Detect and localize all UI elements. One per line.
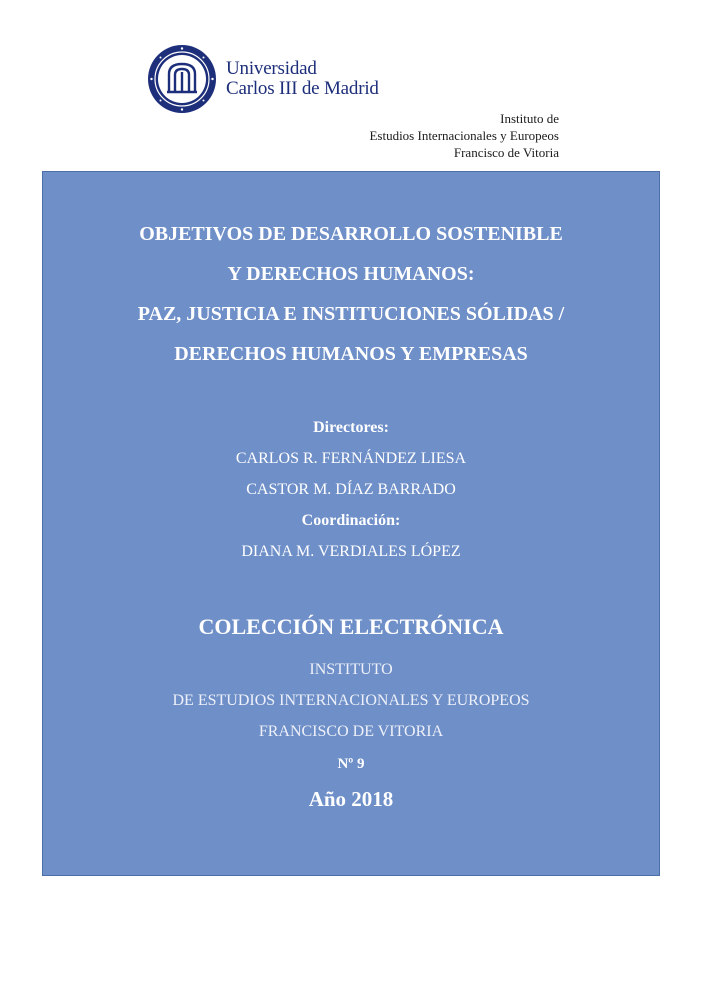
title-line: OBJETIVOS DE DESARROLLO SOSTENIBLE [139,223,563,245]
university-seal-icon [147,44,217,114]
coordination-label: Coordinación: [301,512,401,529]
cover-panel [42,171,660,876]
title-line: Y DERECHOS HUMANOS: [227,263,475,285]
university-logo [147,44,379,114]
collection-title: COLECCIÓN ELECTRÓNICA [198,614,504,639]
university-name-line2: Carlos III de Madrid [226,78,379,99]
coordinator-name: DIANA M. VERDIALES LÓPEZ [241,543,461,560]
directors-label: Directores: [313,419,389,436]
publication-year: Año 2018 [308,787,394,811]
institute-line: INSTITUTO [309,661,393,678]
title-line: DERECHOS HUMANOS Y EMPRESAS [174,343,528,365]
credits [43,412,659,567]
institute-line: DE ESTUDIOS INTERNACIONALES Y EUROPEOS [172,692,530,709]
collection-number: Nº 9 [337,756,365,772]
institute-line2: Estudios Internacionales y Europeos [369,128,559,143]
institute-line1: Instituto de [500,111,559,126]
director-name: CASTOR M. DÍAZ BARRADO [246,481,456,498]
director-name: CARLOS R. FERNÁNDEZ LIESA [235,450,467,467]
institute-line: FRANCISCO DE VITORIA [258,723,444,740]
book-title [43,214,659,374]
institute-line3: Francisco de Vitoria [453,145,559,160]
institute-header [369,110,559,161]
title-line: PAZ, JUSTICIA E INSTITUCIONES SÓLIDAS / [137,303,565,325]
collection-institute [43,654,659,747]
university-name [226,59,379,99]
university-name-line1: Universidad [226,58,317,79]
